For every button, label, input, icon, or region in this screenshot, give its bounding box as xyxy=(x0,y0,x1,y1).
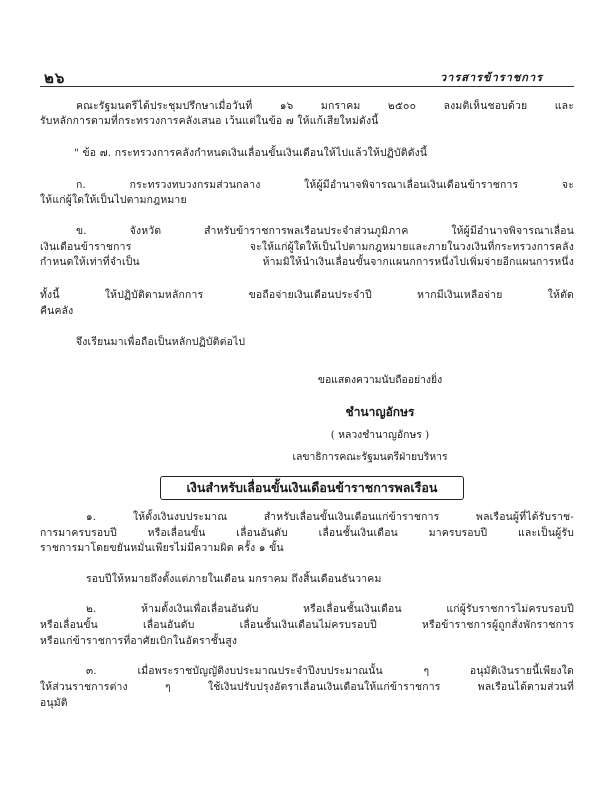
letter-p2: " ข้อ ๗. กระทรวงการคลังกำหนดเงินเลื่อนขั้นเงินเดือนให้ไปแล้วให้ปฏิบัติดังนี้ xyxy=(74,147,428,159)
letter-p1-line2: รับหลักการตามที่กระทรวงการคลังเสนอ เว้นแต่ในข้อ ๗ ให้แก้เสียใหม่ดังนี้ xyxy=(40,115,379,127)
letter-p1-line1: คณะรัฐมนตรีได้ประชุมปรึกษาเมื่อวันที่ ๑๖ มกราคม ๒๕๐๐ ลงมติเห็นชอบด้วย และ xyxy=(76,100,574,112)
page-number: ๒๖ xyxy=(44,69,66,87)
letter-p5: จึงเรียนมาเพื่อถือเป็นหลักปฏิบัติต่อไป xyxy=(76,336,246,348)
item3-line3: อนุมัติ xyxy=(40,697,68,709)
item1-line2: การมาครบรอบปี หรือเลื่อนขั้น เลื่อนอันดับ เลื่อนชั้นเงินเดือน มาครบรอบปี และเป็นผู้รับ xyxy=(40,527,574,539)
header-rule xyxy=(40,86,574,87)
signer-name: ชำนาญอักษร xyxy=(345,405,415,419)
item2-line1: ๒. ห้ามตั้งเงินเพื่อเลื่อนอันดับ หรือเลื่อนชั้นเงินเดือน แก่ผู้รับราชการไม่ครบรอบปี xyxy=(86,603,574,615)
item1-line4: รอบปีให้หมายถึงตั้งแต่ภายในเดือน มกราคม ถึงสิ้นเดือนธันวาคม xyxy=(86,573,382,585)
signer-full-name: ( หลวงชำนาญอักษร ) xyxy=(330,429,430,441)
item1-line3: ราชการมาโดยขยันหมั่นเพียรไม่มีความผิด ครั้ง ๑ ขั้น xyxy=(40,542,284,554)
item2-line2: หรือเลื่อนขั้น เลื่อนอันดับ เลื่อนชั้นเงินเดือนไม่ครบรอบปี หรือข้าราชการผู้ถูกสั่งพักราชการ xyxy=(40,619,574,631)
item2-line3: หรือแก่ข้าราชการที่อาศัยเบิกในอัตราชั้นสูง xyxy=(40,635,238,647)
section-heading: เงินสำหรับเลื่อนขั้นเงินเดือนข้าราชการพลเรือน xyxy=(160,476,464,500)
letter-p4-line5: คืนคลัง xyxy=(40,305,74,317)
signer-position: เลขาธิการคณะรัฐมนตรีฝ่ายบริหาร xyxy=(292,451,448,463)
letter-p4-line4: ทั้งนี้ ให้ปฏิบัติตามหลักการ ขอถือจ่ายเงินเดือนประจำปี หากมีเงินเหลือจ่าย ให้ตัด xyxy=(40,289,574,301)
letter-p4-line3: กำหนดให้เท่าที่จำเป็น ห้ามมิให้นำเงินเลื่อนขั้นจากแผนกการหนึ่งไปเพิ่มจ่ายอีกแผนการหนึ่ง xyxy=(40,256,574,268)
letter-p3-line2: ให้แก่ผู้ใดให้เป็นไปตามกฎหมาย xyxy=(40,194,187,206)
item3-line2: ให้ส่วนราชการต่าง ๆ ใช้เงินปรับปรุงอัตราเลื่อนเงินเดือนให้แก่ข้าราชการ พลเรือนได้ตามส่วนที่ xyxy=(40,681,574,693)
running-title: วารสารข้าราชการ xyxy=(440,71,544,84)
letter-p4-line2: เงินเดือนข้าราชการ จะให้แก่ผู้ใดให้เป็นไปตามกฎหมายและภายในวงเงินที่กระทรวงการคลัง xyxy=(40,241,574,253)
closing-line: ขอแสดงความนับถืออย่างยิ่ง xyxy=(317,374,443,386)
letter-p4-line1: ข. จังหวัด สำหรับข้าราชการพลเรือนประจำส่วนภูมิภาค ให้ผู้มีอำนาจพิจารณาเลื่อน xyxy=(76,225,574,237)
letter-p3-line1: ก. กระทรวงทบวงกรมส่วนกลาง ให้ผู้มีอำนาจพิจารณาเลื่อนเงินเดือนข้าราชการ จะ xyxy=(76,179,574,191)
item3-line1: ๓. เมื่อพระราชบัญญัติงบประมาณประจำปีงบประมาณนั้น ๆ อนุมัติเงินรายนี้เพียงใด xyxy=(86,665,574,677)
item1-line1: ๑. ให้ตั้งเงินงบประมาณ สำหรับเลื่อนขั้นเงินเดือนแก่ข้าราชการ พลเรือนผู้ที่ได้รับราช- xyxy=(86,511,574,523)
